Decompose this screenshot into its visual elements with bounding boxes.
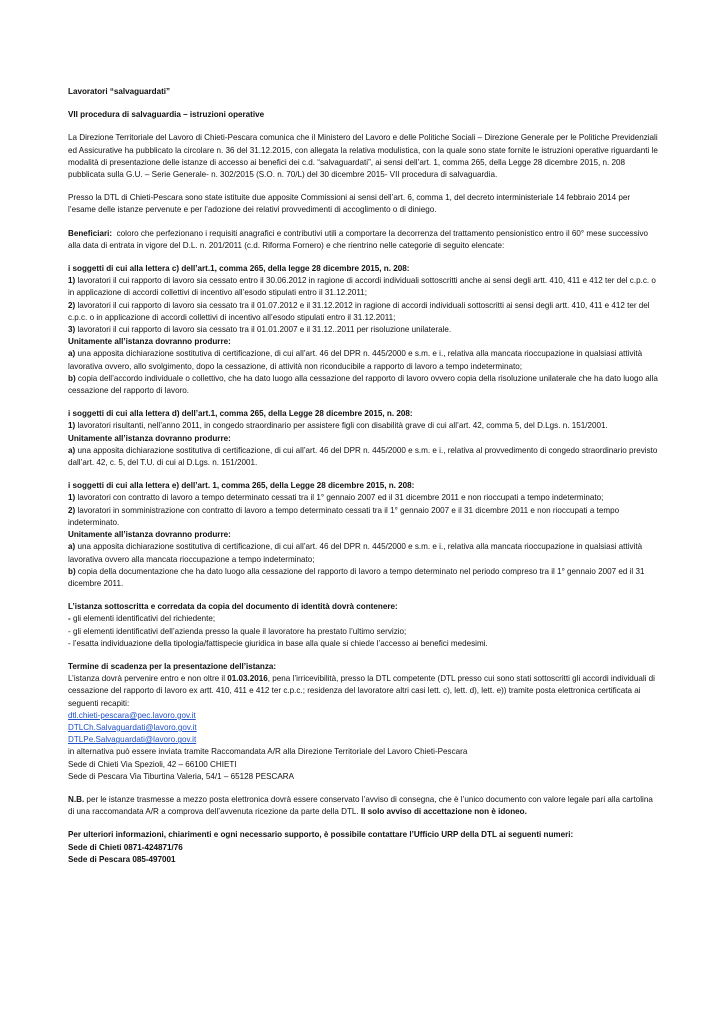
email-link-pescara[interactable]: DTLPe.Salvaguardati@lavoro.gov.it [68, 735, 197, 745]
list-item: - gli elementi identificativi dell’azienda presso la quale il lavoratore ha prestato l’ultimo servizio; [68, 626, 407, 636]
contact-pescara: Sede di Pescara 085-497001 [68, 854, 176, 864]
deadline-paragraph: L’istanza dovrà pervenire entro e non oltre il 01.03.2016, pena l’irricevibilità, presso la DTL competente (DTL presso cui sono stati sottoscritti gli accordi individuali di cessazione del rapporto di lavoro ex artt. 410, 411 e 412 ter c.p.c.; residenza del lavoratore altri casi lett. c), lett. d), lett. e)) tramite posta elettronica certificata ai seguenti recapiti: [68, 674, 655, 708]
document-page [68, 86, 660, 866]
contacts-heading: Per ulteriori informazioni, chiarimenti e ogni necessario supporto, è possibile contattare l’Ufficio URP della DTL ai seguenti numeri: [68, 830, 574, 840]
list-item: a) una apposita dichiarazione sostitutiva di certificazione, di cui all’art. 46 del DPR n. 445/2000 e s.m. e i., relativa al provvedimento di congedo straordinario previsto dall’art. 42, c. 5, del T.U. di cui al D.Lgs. n. 151/2001. [68, 445, 658, 468]
list-item: a) una apposita dichiarazione sostitutiva di certificazione, di cui all’art. 46 del DPR n. 445/2000 e s.m. e i., relativa alla mancata rioccupazione in qualsiasi attività lavorativa ovvero alla mancata rioccupazione a tempo indeterminato; [68, 542, 643, 564]
deadline-date: 01.03.2016 [227, 674, 268, 684]
list-item: 1) lavoratori risultanti, nell’anno 2011, in congedo straordinario per assistere figli con disabilità grave di cui all’art. 42, comma 5, del D.Lgs. n. 151/2001. [68, 421, 608, 431]
list-item: 1) lavoratori il cui rapporto di lavoro sia cessato entro il 30.06.2012 in ragione di accordi individuali sottoscritti anche ai sensi degli artt. 410, 411 e 412 ter del c.p.c. o in applicazione di accordi collettivi di incentivo all’esodo stipulati entro il 31.12.2011; [68, 276, 656, 298]
list-item: b) copia dell’accordo individuale o collettivo, che ha dato luogo alla cessazione del rapporto di lavoro ovvero copia della risoluzione unilaterale che ha dato luogo alla cessazione del rapporto di lavoro. [68, 373, 658, 396]
beneficiari-paragraph [68, 228, 660, 252]
list-item: 3) lavoratori il cui rapporto di lavoro sia cessato tra il 01.01.2007 e il 31.12..2011 per risoluzione unilaterale. [68, 325, 452, 335]
address-pescara: Sede di Pescara Via Tiburtina Valeria, 54/1 – 65128 PESCARA [68, 771, 295, 781]
beneficiari-text: coloro che perfezionano i requisiti anagrafici e contributivi utili a comportare la decorrenza del trattamento pensionistico entro il 60° mese successivo alla data di entrata in vigore del D.L. n. 201/2011 (c.d. Riforma Fornero) e che rientrino nelle categorie di seguito elencate: [68, 228, 648, 250]
section-c-heading: i soggetti di cui alla lettera c) dell’art.1, comma 265, della legge 28 dicembre 2015, n. 208: [68, 264, 410, 274]
section-d-heading: i soggetti di cui alla lettera d) dell’art.1, comma 265, della Legge 28 dicembre 2015, n. 208: [68, 409, 413, 419]
list-item: b) copia della documentazione che ha dato luogo alla cessazione del rapporto di lavoro a tempo determinato nel periodo compreso tra il 1° gennaio 2007 ed il 31 dicembre 2011. [68, 566, 645, 588]
address-chieti: Sede di Chieti Via Spezioli, 42 – 66100 CHIETI [68, 759, 237, 769]
email-list [68, 710, 660, 722]
beneficiari-label: Beneficiari: [68, 228, 113, 238]
document-title: Lavoratori “salvaguardati” [68, 87, 171, 96]
contact-chieti: Sede di Chieti 0871-424871/76 [68, 842, 183, 852]
section-d-docs-heading: Unitamente all’istanza dovranno produrre: [68, 433, 231, 443]
commissions-paragraph: Presso la DTL di Chieti-Pescara sono state istituite due apposite Commissioni ai sensi dell’art. 6, comma 1, del decreto interministeriale 14 febbraio 2014 per l’esame delle istanze pervenute e per l’adozione dei relativi provvedimenti di accoglimento o di diniego. [68, 193, 631, 215]
nb-paragraph: N.B. per le istanze trasmesse a mezzo posta elettronica dovrà essere conservato l’avviso di consegna, che è l’unico documento con valore legale pari alla cartolina di una raccomandata A/R a comprova dell’avvenuta ricezione da parte della DTL. Il solo avviso di accettazione non è idoneo. [68, 794, 653, 817]
email-link-chieti[interactable]: DTLCh.Salvaguardati@lavoro.gov.it [68, 722, 197, 732]
list-item: a) una apposita dichiarazione sostitutiva di certificazione, di cui all’art. 46 del DPR n. 445/2000 e s.m. e i., relativa alla mancata rioccupazione in qualsiasi attività lavorativa ovvero, allo svolgimento, dopo la cessazione, di attività non riconducibile a rapporto di lavoro a tempo indeterminato; [68, 349, 643, 371]
section-e-heading: i soggetti di cui alla lettera e) dell’art. 1, comma 265, della Legge 28 dicembre 2015, n. 208: [68, 481, 415, 491]
section-e-docs-heading: Unitamente all’istanza dovranno produrre: [68, 530, 231, 540]
email-link-pec[interactable]: dtl.chieti-pescara@pec.lavoro.gov.it [68, 710, 196, 720]
list-item: - gli elementi identificativi del richiedente; [68, 614, 216, 624]
alternative-text: in alternativa può essere inviata tramite Raccomandata A/R alla Direzione Territoriale del Lavoro Chieti-Pescara [68, 747, 468, 757]
section-c-docs-heading: Unitamente all’istanza dovranno produrre: [68, 337, 231, 347]
identity-heading: L’istanza sottoscritta e corredata da copia del documento di identità dovrà contenere: [68, 602, 398, 612]
deadline-heading: Termine di scadenza per la presentazione dell’istanza: [68, 661, 277, 671]
intro-paragraph: La Direzione Territoriale del Lavoro di Chieti-Pescara comunica che il Ministero del Lavoro e delle Politiche Sociali – Direzione Generale per le Politiche Previdenziali ed Assicurative ha pubblicato la circolare n. 36 del 31.12.2015, con allegata la relativa modulistica, con la quale sono state fornite le istruzioni operative riguardanti le modalità di presentazione delle istanze di accesso ai benefici dei c.d. “salvaguardati”, ai sensi dell’art. 1, comma 265, della Legge 28 dicembre 2015, n. 208 pubblicata sulla G.U. – Serie Generale- n. 302/2015 (S.O. n. 70/L) del 30 dicembre 2015- VII procedura di salvaguardia. [68, 133, 658, 180]
list-item: 2) lavoratori il cui rapporto di lavoro sia cessato tra il 01.07.2012 e il 31.12.2012 in ragione di accordi individuali sottoscritti ai sensi degli artt. 410, 411 e 412 ter del c.p.c. o in applicazione di accordi collettivi di incentivo all’esodo stipulati entro il 31.12.2011; [68, 300, 650, 322]
list-item: - l’esatta individuazione della tipologia/fattispecie giuridica in base alla quale si chiede l’accesso ai benefici medesimi. [68, 638, 488, 648]
list-item: 1) lavoratori con contratto di lavoro a tempo determinato cessati tra il 1° gennaio 2007 ed il 31 dicembre 2011 e non rioccupati a tempo indeterminato; [68, 493, 604, 503]
document-subtitle: VII procedura di salvaguardia – istruzioni operative [68, 110, 265, 120]
list-item: 2) lavoratori in somministrazione con contratto di lavoro a tempo determinato cessati tra il 1° gennaio 2007 e il 31 dicembre 2011 e non rioccupati a tempo indeterminato. [68, 505, 620, 527]
